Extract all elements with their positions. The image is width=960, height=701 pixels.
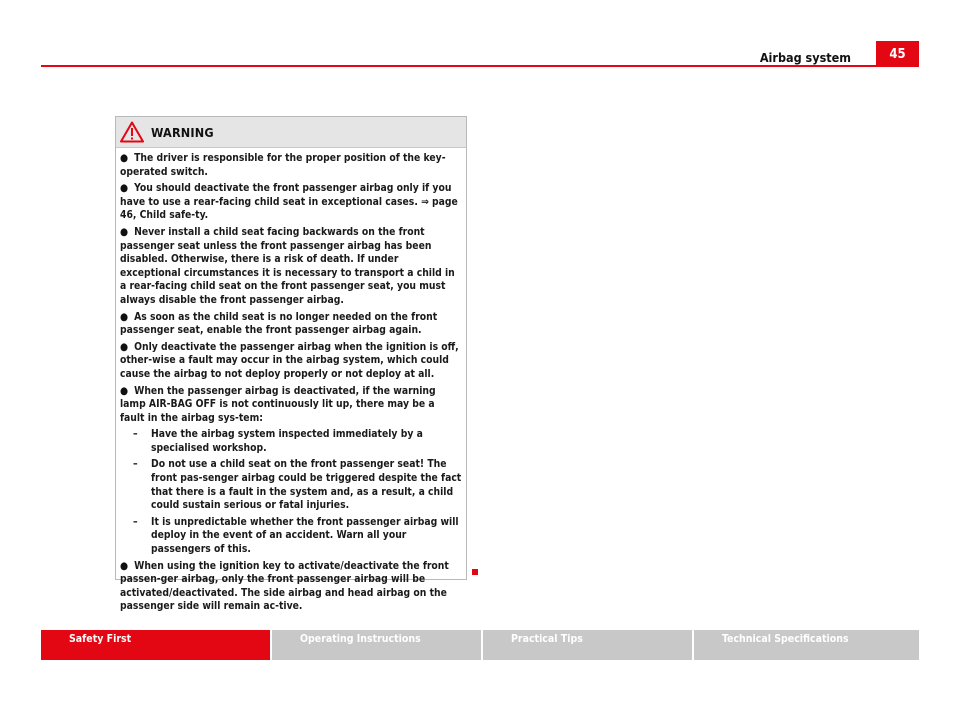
warning-body bbox=[116, 148, 466, 614]
tab-operating-instructions[interactable]: Operating Instructions bbox=[272, 630, 481, 660]
warning-subitem: – It is unpredictable whether the front passenger airbag will deploy in the event of an accident. Warn all your passengers of this. bbox=[133, 515, 459, 556]
warning-item: ● Only deactivate the passenger airbag when the ignition is off, other-wise a fault may occur in the airbag system, which could cause the airbag to not deploy properly or not deploy at all. bbox=[120, 340, 459, 380]
warning-box bbox=[115, 116, 467, 613]
bullet-icon: ● bbox=[120, 152, 129, 164]
tab-practical-tips[interactable]: Practical Tips bbox=[483, 630, 692, 660]
tab-safety-first[interactable]: Safety First bbox=[41, 630, 270, 660]
dash-icon: – bbox=[133, 458, 138, 471]
warning-item: ● As soon as the child seat is no longer needed on the front passenger seat, enable the front passenger airbag again. bbox=[120, 310, 438, 337]
bullet-icon: ● bbox=[120, 384, 129, 397]
warning-item: ● When the passenger airbag is deactivated, if the warning lamp AIR-BAG OFF is not continuously lit up, there may be a fault in the airbag sys-tem: bbox=[120, 384, 436, 424]
tab-technical-specifications[interactable]: Technical Specifications bbox=[694, 630, 919, 660]
page-number: 45 bbox=[876, 41, 919, 67]
warning-item: ● You should deactivate the front passenger airbag only if you have to use a rear-facing child seat in exceptional cases. ⇒ page 46, Child safe-ty. bbox=[120, 182, 458, 222]
dash-icon: – bbox=[133, 515, 138, 528]
section-end-marker bbox=[472, 569, 478, 575]
bullet-icon: ● bbox=[120, 182, 129, 195]
bullet-icon: ● bbox=[120, 225, 129, 238]
bullet-icon: ● bbox=[120, 340, 129, 353]
section-title: Airbag system bbox=[759, 50, 851, 65]
warning-title: WARNING bbox=[151, 124, 214, 140]
warning-triangle-icon bbox=[120, 121, 144, 143]
warning-subitem: – Have the airbag system inspected immediately by a specialised workshop. bbox=[133, 428, 423, 454]
dash-icon: – bbox=[133, 428, 138, 441]
footer-nav bbox=[41, 630, 919, 660]
header-rule bbox=[41, 65, 919, 67]
warning-subitem: – Do not use a child seat on the front passenger seat! The front pas-senger airbag could be triggered despite the fact that there is a fault in the system and, as a result, a child could sustain serious or fatal injuries. bbox=[133, 458, 462, 512]
warning-header bbox=[116, 117, 466, 148]
warning-item: ● Never install a child seat facing backwards on the front passenger seat unless the front passenger airbag has been disabled. Otherwise, there is a risk of death. If under exceptional circumstances it is necessary to transport a child in a rear-facing child seat on the front passenger seat, you must always disable the front passenger airbag. bbox=[120, 225, 455, 306]
bullet-icon: ● bbox=[120, 310, 129, 323]
warning-item: ● The driver is responsible for the proper position of the key-operated switch. bbox=[120, 152, 446, 178]
bullet-icon: ● bbox=[120, 559, 129, 572]
warning-item: ● When using the ignition key to activate/deactivate the front passen-ger airbag, only the front passenger airbag will be activated/deactivated. The side airbag and head airbag on the passenger side will remain ac-tive. bbox=[120, 559, 449, 613]
